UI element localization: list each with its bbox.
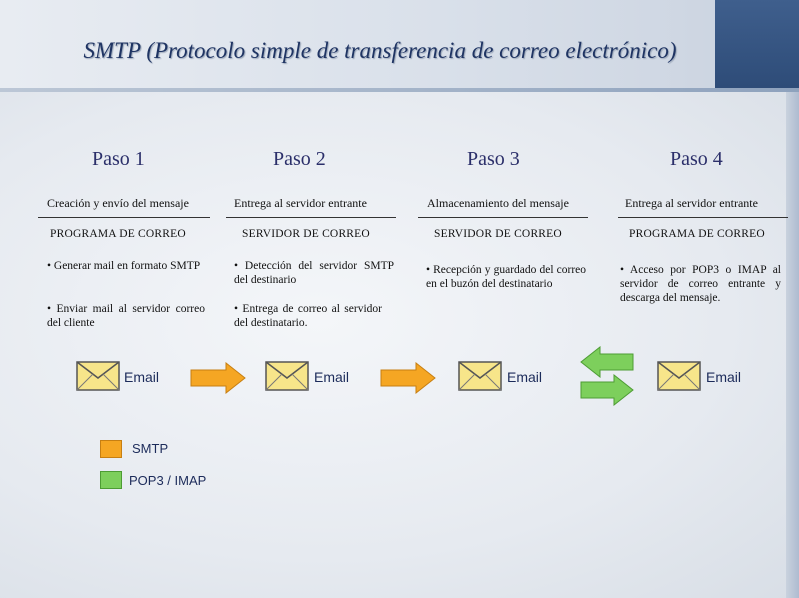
step-1-bullet-2: • Enviar mail al servidor correo del cliente bbox=[47, 303, 205, 329]
step-4-email-label: Email bbox=[706, 369, 742, 385]
step-2-description: Entrega al servidor entrante bbox=[234, 196, 367, 210]
envelope-icon bbox=[657, 361, 701, 391]
step-2-bullet-1: • Detección del servidor SMTP del destinario bbox=[234, 260, 394, 286]
legend-smtp-label: SMTP bbox=[132, 441, 169, 456]
step-2-email-label: Email bbox=[314, 369, 350, 385]
step-1-bullet-1: • Generar mail en formato SMTP bbox=[47, 260, 201, 272]
smtp-arrow-right-icon bbox=[380, 362, 436, 394]
step-1-divider bbox=[38, 217, 210, 218]
step-4-divider bbox=[618, 217, 788, 218]
step-4-title: Paso 4 bbox=[670, 148, 723, 170]
legend-smtp-swatch bbox=[100, 440, 122, 458]
step-1-email-label: Email bbox=[124, 369, 160, 385]
envelope-icon bbox=[76, 361, 120, 391]
pop3-arrow-right-icon bbox=[580, 374, 634, 406]
smtp-arrow-right-icon bbox=[190, 362, 246, 394]
right-edge-bar bbox=[786, 92, 799, 598]
envelope-icon bbox=[265, 361, 309, 391]
step-2-divider bbox=[226, 217, 396, 218]
legend-pop3-swatch bbox=[100, 471, 122, 489]
step-2-role: SERVIDOR DE CORREO bbox=[242, 228, 370, 240]
legend-pop3-label: POP3 / IMAP bbox=[129, 473, 207, 488]
step-2-title: Paso 2 bbox=[273, 148, 326, 170]
step-3-bullet-1: • Recepción y guardado del correo en el buzón del destinatario bbox=[426, 264, 586, 290]
step-1-description: Creación y envío del mensaje bbox=[47, 196, 189, 210]
step-1-title: Paso 1 bbox=[92, 148, 145, 170]
step-3-description: Almacenamiento del mensaje bbox=[427, 196, 569, 210]
step-4-description: Entrega al servidor entrante bbox=[625, 196, 758, 210]
step-2-bullet-2: • Entrega de correo al servidor del destinatario. bbox=[234, 303, 382, 329]
slide-title: SMTP (Protocolo simple de transferencia de correo electrónico) bbox=[83, 38, 677, 63]
step-1-role: PROGRAMA DE CORREO bbox=[50, 228, 186, 240]
step-3-role: SERVIDOR DE CORREO bbox=[434, 228, 562, 240]
envelope-icon bbox=[458, 361, 502, 391]
step-3-email-label: Email bbox=[507, 369, 543, 385]
step-3-divider bbox=[418, 217, 588, 218]
step-4-role: PROGRAMA DE CORREO bbox=[629, 228, 765, 240]
step-3-title: Paso 3 bbox=[467, 148, 520, 170]
step-4-bullet-1: • Acceso por POP3 o IMAP al servidor de correo entrante y descarga del mensaje. bbox=[620, 264, 781, 304]
